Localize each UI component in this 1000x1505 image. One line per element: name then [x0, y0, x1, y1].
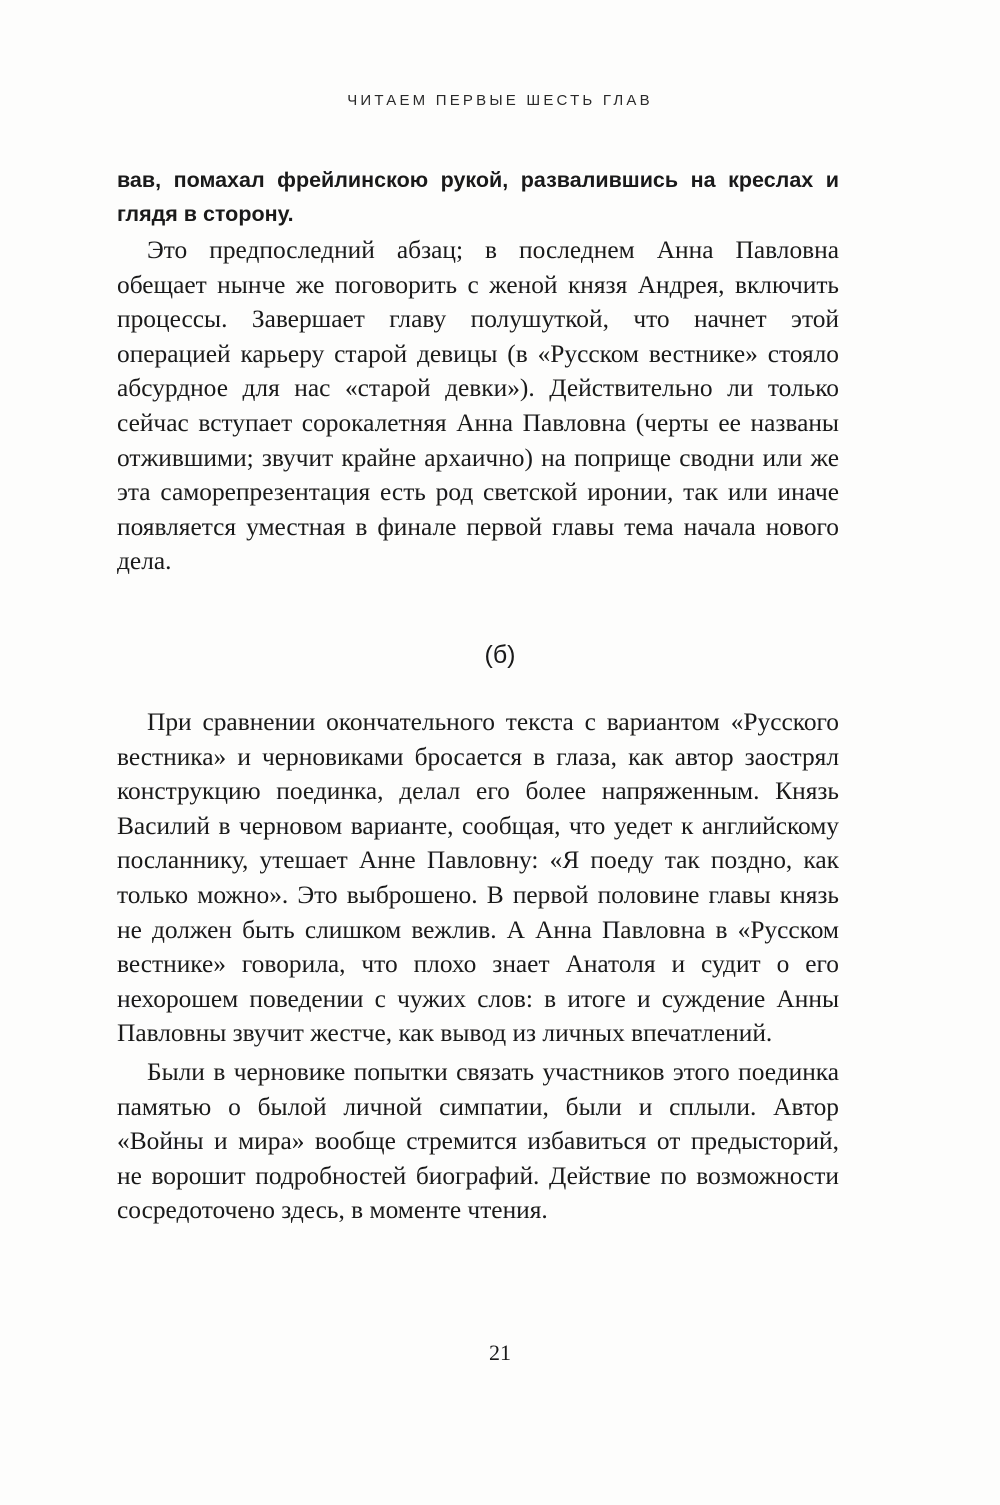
page-number: 21 — [489, 1340, 511, 1365]
paragraph: При сравнении окончательного текста с вариантом «Русского вестника» и черновиками бросается в глаза, как автор заострял конструкцию поединка, делал его более напряженным. Князь Василий в черновом варианте, сообщая, что уедет к английскому посланнику, утешает Анне Павловну: «Я поеду так поздно, как только можно». Это выброшено. В первой половине главы князь не должен быть слишком вежлив. А Анна Павловна в «Русском вестнике» говорила, что плохо знает Анатоля и судит о его нехорошем поведении с чужих слов: в итоге и суждение Анны Павловны звучит жестче, как вывод из личных впечатлений. — [117, 708, 839, 1048]
running-head: ЧИТАЕМ ПЕРВЫЕ ШЕСТЬ ГЛАВ — [347, 92, 653, 109]
section-1-text — [117, 233, 839, 579]
section-mark: (б) — [484, 641, 516, 669]
section-2-text — [117, 705, 839, 1228]
quote-text: вав, помахал фрейлинскою рукой, развалившись на креслах и глядя в сторону. — [117, 168, 839, 226]
quote-continuation — [117, 163, 839, 231]
paragraph: Были в черновике попытки связать участников этого поединка памятью о былой личной симпатии, были и сплыли. Автор «Войны и мира» вообще стремится избавиться от предысторий, не ворошит подробностей биографий. Действие по возможности сосредоточено здесь, в моменте чтения. — [117, 1057, 839, 1225]
paragraph: Это предпоследний абзац; в последнем Анна Павловна обещает нынче же поговорить с женой князя Андрея, включить процессы. Завершает главу полушуткой, что начнет этой операцией карьеру старой девицы (в «Русском вестнике» стояло абсурдное для нас «старой девки»). Действительно ли только сейчас вступает сорокалетняя Анна Павловна (черты ее названы отжившими; звучит крайне архаично) на поприще сводни или же эта саморепрезентация есть род светской иронии, так или иначе появляется уместная в финале первой главы тема начала нового дела. — [117, 236, 839, 576]
